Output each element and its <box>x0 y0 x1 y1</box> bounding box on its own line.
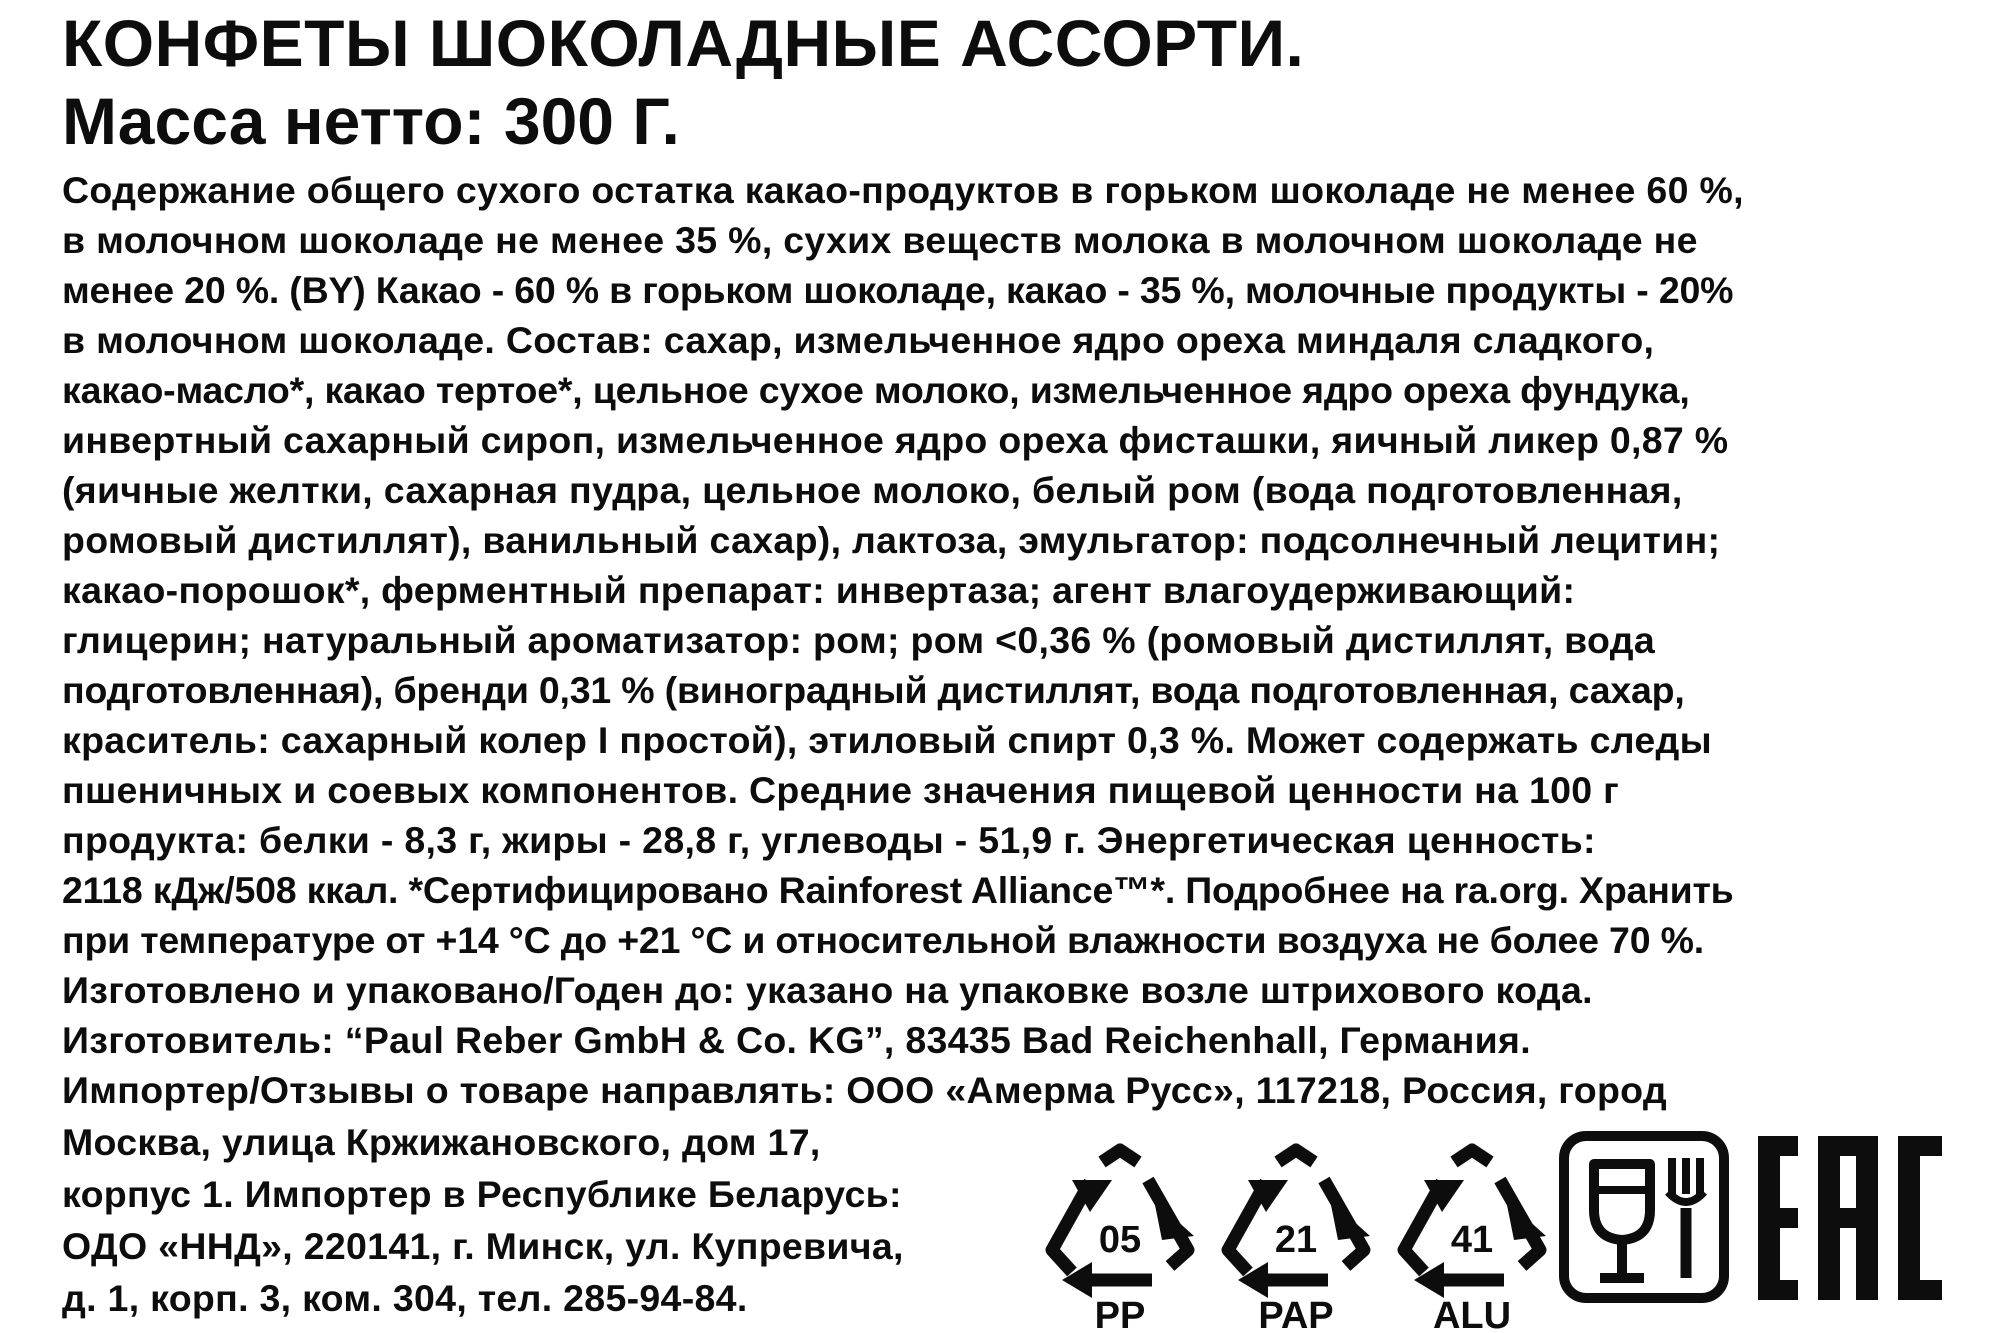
recycle-triangle-icon <box>1384 1140 1560 1330</box>
manufacturer-line: Изготовитель: “Paul Reber GmbH & Co. KG”, 83435 Bad Reichenhall, Германия. <box>62 1019 1531 1061</box>
composition-line: в молочном шоколаде не менее 35 %, сухих веществ молока в молочном шоколаде не <box>62 219 1698 261</box>
address-line: ОДО «ННД», 220141, г. Минск, ул. Купревича, <box>62 1225 904 1267</box>
recycle-material: ALU <box>1432 1295 1512 1330</box>
composition-line: продукта: белки - 8,3 г, жиры - 28,8 г, углеводы - 51,9 г. Энергетическая ценность: <box>62 819 1596 861</box>
composition-line: краситель: сахарный колер I простой), этиловый спирт 0,3 %. Может содержать следы <box>62 719 1712 761</box>
recycle-material: PAP <box>1258 1295 1334 1330</box>
composition-line: (яичные желтки, сахарная пудра, цельное молоко, белый ром (вода подготовленная, <box>62 469 1683 511</box>
composition-line: глицерин; натуральный ароматизатор: ром; ром <0,36 % (ромовый дистиллят, вода <box>62 619 1656 661</box>
recycle-material: PP <box>1094 1295 1146 1330</box>
recycle-code: 05 <box>1098 1219 1142 1261</box>
importer-line: Импортер/Отзывы о товаре направлять: ООО «Амерма Русс», 117218, Россия, город <box>62 1069 1667 1111</box>
eac-mark <box>1752 1130 1952 1306</box>
address-line: д. 1, корп. 3, ком. 304, тел. 285-94-84. <box>62 1277 748 1319</box>
composition-line: Содержание общего сухого остатка какао-продуктов в горьком шоколаде не менее 60 %, <box>62 169 1744 211</box>
composition-line: 2118 кДж/508 ккал. *Сертифицировано Rainforest Alliance™*. Подробнее на ra.org. Хранить <box>62 869 1734 911</box>
composition-line: при температуре от +14 °С до +21 °С и относительной влажности воздуха не более 70 %. <box>62 919 1704 961</box>
product-title: КОНФЕТЫ ШОКОЛАДНЫЕ АССОРТИ. <box>62 6 1305 80</box>
food-contact-symbol <box>1556 1128 1732 1306</box>
composition-line: Изготовлено и упаковано/Годен до: указано на упаковке возле штрихового кода. <box>62 969 1593 1011</box>
recycle-triangle-icon <box>1208 1140 1384 1330</box>
recycle-triangle-icon <box>1032 1140 1208 1330</box>
eac-logo-icon <box>1752 1130 1952 1306</box>
address-line: корпус 1. Импортер в Республике Беларусь: <box>62 1173 902 1215</box>
recycle-pap-symbol <box>1208 1140 1384 1330</box>
recycle-code: 21 <box>1274 1219 1318 1261</box>
net-weight: Масса нетто: 300 Г. <box>62 84 680 158</box>
composition-line: подготовленная), бренди 0,31 % (виноградный дистиллят, вода подготовленная, сахар, <box>62 669 1685 711</box>
composition-line: пшеничных и соевых компонентов. Средние значения пищевой ценности на 100 г <box>62 769 1620 811</box>
glass-fork-icon <box>1556 1128 1732 1306</box>
composition-line: какао-масло*, какао тертое*, цельное сухое молоко, измельченное ядро ореха фундука, <box>62 369 1690 411</box>
composition-line: какао-порошок*, ферментный препарат: инвертаза; агент влагоудерживающий: <box>62 569 1576 611</box>
composition-line: инвертный сахарный сироп, измельченное ядро ореха фисташки, яичный ликер 0,87 % <box>62 419 1729 461</box>
recycle-code: 41 <box>1450 1219 1494 1261</box>
composition-line: ромовый дистиллят), ванильный сахар), лактоза, эмульгатор: подсолнечный лецитин; <box>62 519 1721 561</box>
address-line: Москва, улица Кржижановского, дом 17, <box>62 1121 821 1163</box>
composition-line: менее 20 %. (BY) Какао - 60 % в горьком шоколаде, какао - 35 %, молочные продукты - 20% <box>62 269 1734 311</box>
recycle-alu-symbol <box>1384 1140 1560 1330</box>
recycle-pp-symbol <box>1032 1140 1208 1330</box>
composition-line: в молочном шоколаде. Состав: сахар, измельченное ядро ореха миндаля сладкого, <box>62 319 1655 361</box>
